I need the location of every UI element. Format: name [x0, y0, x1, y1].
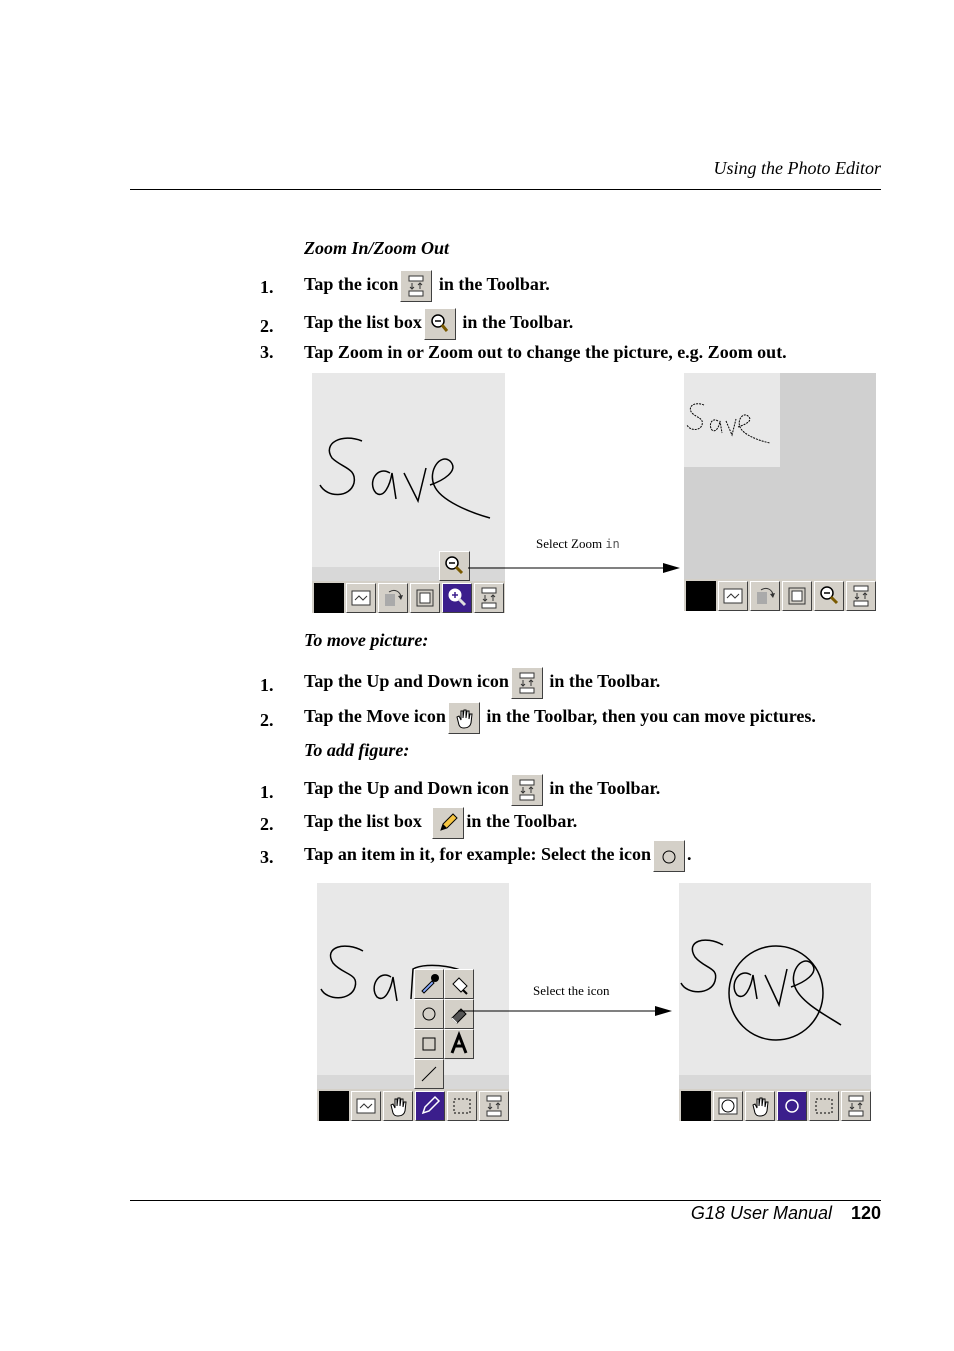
rectangle-icon[interactable] — [414, 1029, 444, 1059]
zoom-out-icon — [424, 308, 456, 340]
zoom-caption — [536, 536, 620, 552]
header-rule — [130, 189, 881, 190]
zoom-caption-text: Select Zoom — [536, 536, 603, 551]
zoom-step-1-number: 1. — [260, 277, 274, 297]
figure-step-3-suffix: . — [686, 844, 692, 865]
up-down-icon[interactable] — [846, 581, 876, 611]
zoom-arrow — [468, 560, 683, 576]
footer-page-number: 120 — [850, 1203, 881, 1223]
figure-step-2 — [304, 807, 577, 839]
figure-step-1 — [304, 774, 660, 806]
figure-step-1-suffix: in the Toolbar. — [549, 778, 661, 799]
up-down-icon[interactable] — [479, 1091, 509, 1121]
pencil-icon[interactable] — [415, 1091, 445, 1121]
up-down-icon[interactable] — [841, 1091, 871, 1121]
move-step-1-text: Tap the Up and Down icon — [304, 671, 509, 692]
toolbar — [679, 1089, 871, 1121]
circle-icon[interactable] — [713, 1091, 743, 1121]
zoom-step-3-number: 3. — [260, 342, 274, 362]
toolbar — [684, 579, 876, 611]
dropper-icon[interactable] — [414, 969, 444, 999]
zoom-out-icon[interactable] — [814, 581, 844, 611]
figure-step-2-suffix: in the Toolbar. — [466, 811, 578, 832]
fit-icon[interactable] — [782, 581, 812, 611]
circle-icon[interactable] — [414, 999, 444, 1029]
line-style-icon[interactable] — [346, 583, 376, 613]
rotate-90-icon[interactable] — [378, 583, 408, 613]
move-step-1-suffix: in the Toolbar. — [549, 671, 661, 692]
zoom-step-3-text: Tap Zoom in or Zoom out to change the picture, e.g. Zoom out. — [304, 342, 787, 362]
toolbar — [317, 1089, 509, 1121]
zoom-step-1-suffix: in the Toolbar. — [438, 274, 550, 295]
figure-step-1-text: Tap the Up and Down icon — [304, 778, 509, 799]
color-swatch[interactable] — [319, 1091, 349, 1121]
toolbar — [312, 581, 505, 613]
footer-rule — [130, 1200, 881, 1201]
zoom-in-icon[interactable] — [442, 583, 472, 613]
zoom-after-screen — [684, 373, 876, 611]
up-down-icon — [511, 667, 543, 699]
zoom-step-1-text: Tap the icon — [304, 274, 399, 295]
hand-move-icon[interactable] — [383, 1091, 413, 1121]
figure-step-2-text: Tap the list box — [304, 811, 422, 832]
up-down-icon — [511, 774, 543, 806]
move-step-1 — [304, 667, 660, 699]
save-handwriting-small — [684, 373, 780, 467]
footer-manual-title: G18 User Manual — [690, 1203, 832, 1223]
zoom-out-popup-icon[interactable] — [439, 551, 470, 581]
zoom-caption-mode: in — [605, 537, 620, 551]
pencil-icon — [432, 807, 464, 839]
move-step-2-suffix: in the Toolbar, then you can move pictures. — [486, 706, 816, 727]
zoom-step-2 — [304, 308, 573, 340]
move-step-1-number: 1. — [260, 675, 274, 695]
page-header-title: Using the Photo Editor — [713, 158, 881, 178]
fill-bucket-icon[interactable] — [444, 969, 474, 999]
select-rect-icon[interactable] — [447, 1091, 477, 1121]
color-swatch[interactable] — [314, 583, 344, 613]
zoom-step-2-text: Tap the list box — [304, 312, 422, 333]
line-style-icon[interactable] — [718, 581, 748, 611]
move-step-2 — [304, 702, 816, 734]
figure-step-3 — [304, 840, 691, 872]
figure-before-screen — [317, 883, 509, 1121]
fit-icon[interactable] — [410, 583, 440, 613]
up-down-icon[interactable] — [474, 583, 504, 613]
rotate-90-icon[interactable] — [750, 581, 780, 611]
circle-tool-selected-icon[interactable] — [777, 1091, 807, 1121]
figure-after-screen — [679, 883, 871, 1121]
zoom-step-2-number: 2. — [260, 316, 274, 336]
figure-arrow — [458, 1003, 676, 1019]
zoom-step-1 — [304, 270, 550, 302]
figure-step-3-number: 3. — [260, 847, 274, 867]
color-swatch[interactable] — [681, 1091, 711, 1121]
color-swatch[interactable] — [686, 581, 716, 611]
move-heading: To move picture: — [304, 630, 429, 650]
line-style-icon[interactable] — [351, 1091, 381, 1121]
figure-heading: To add figure: — [304, 740, 410, 760]
move-step-2-number: 2. — [260, 710, 274, 730]
hand-move-icon — [448, 702, 480, 734]
up-down-icon — [400, 270, 432, 302]
figure-step-1-number: 1. — [260, 782, 274, 802]
circle-icon — [653, 840, 685, 872]
move-step-2-text: Tap the Move icon — [304, 706, 446, 727]
text-icon[interactable] — [444, 1029, 474, 1059]
hand-move-icon[interactable] — [745, 1091, 775, 1121]
line-icon[interactable] — [414, 1059, 444, 1089]
figure-step-3-text: Tap an item in it, for example: Select the icon — [304, 844, 651, 865]
zoom-heading: Zoom In/Zoom Out — [304, 238, 450, 258]
zoom-step-2-suffix: in the Toolbar. — [462, 312, 574, 333]
figure-step-2-number: 2. — [260, 814, 274, 834]
select-rect-icon[interactable] — [809, 1091, 839, 1121]
figure-caption: Select the icon — [533, 983, 610, 998]
zoom-before-screen — [312, 373, 505, 613]
